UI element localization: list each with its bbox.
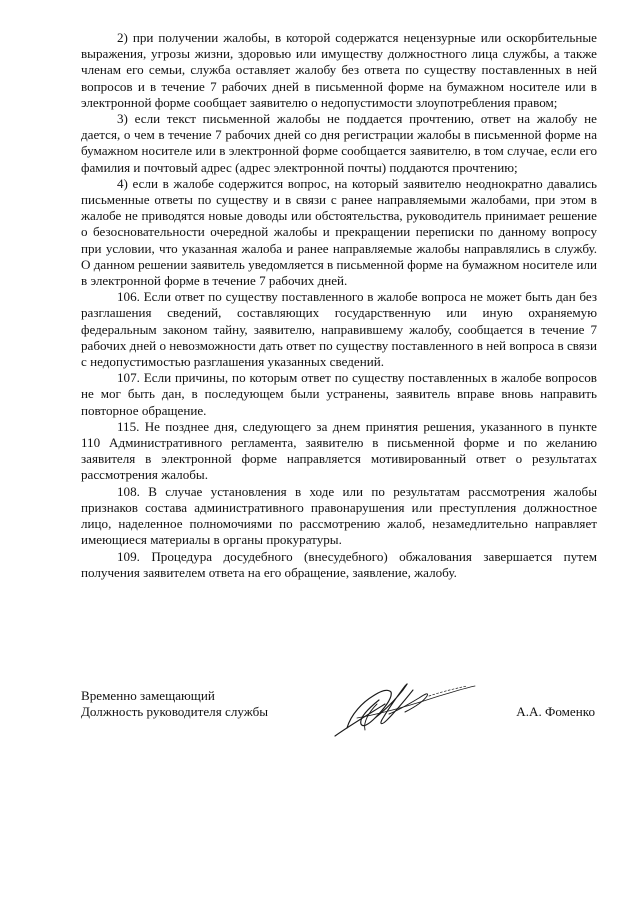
paragraph-107: 107. Если причины, по которым ответ по существу поставленных в жалобе вопросов не мог быть дан, в последующем были устранены, заявитель вправе вновь направить повторное обращение. [81, 370, 597, 418]
paragraph-115: 115. Не позднее дня, следующего за днем принятия решения, указанного в пункте 110 Административного регламента, заявителю в письменной форме и по желанию заявителя в электронной форме направляется мотивированный ответ о результатах рассмотрения жалобы. [81, 418, 597, 483]
signatory-position-line1: Временно замещающий [81, 688, 215, 703]
signature-block [81, 688, 597, 758]
paragraph-item-3: 3) если текст письменной жалобы не поддается прочтению, ответ на жалобу не дается, о чем в течение 7 рабочих дней со дня регистрации жалобы в письменной форме на бумажном носителе или в электронной форме сообщается заявителю, в том случае, если его фамилия и почтовый адрес (адрес электронной почты) поддаются прочтению; [81, 111, 597, 175]
signatory-position [81, 688, 268, 721]
paragraph-item-4: 4) если в жалобе содержится вопрос, на который заявителю неоднократно давались письменные ответы по существу и в связи с ранее направляемыми жалобами, при этом в жалобе не приводятся новые доводы или обстоятельства, руководитель принимает решение о безосновательности очередной жалобы и прекращении переписки по данному вопросу при условии, что указанная жалоба и ранее направляемые жалобы направлялись в службу. О данном решении заявитель уведомляется в письменной форме на бумажном носителе или в электронной форме в течение 7 рабочих дней. [81, 175, 597, 289]
document-body [81, 30, 597, 581]
paragraph-109: 109. Процедура досудебного (внесудебного) обжалования завершается путем получения заявителем ответа на его обращение, заявление, жалобу. [81, 548, 597, 580]
paragraph-106: 106. Если ответ по существу поставленного в жалобе вопроса не может быть дан без разглашения сведений, составляющих государственную или иную охраняемую федеральным законом тайну, заявителю, направившему жалобу, сообщается в течение 7 рабочих дней о невозможности дать ответ по существу поставленного в ней вопроса в связи с недопустимостью разглашения указанных сведений. [81, 289, 597, 370]
paragraph-item-2: 2) при получении жалобы, в которой содержатся нецензурные или оскорбительные выражения, угрозы жизни, здоровью или имуществу должностного лица службы, а также членам его семьи, служба оставляет жалобу без ответа по существу поставленных в ней вопросов и в течение 7 рабочих дней в письменной форме на бумажном носителе или в электронной форме сообщает заявителю о недопустимости злоупотребления правом; [81, 30, 597, 110]
handwritten-signature [329, 674, 479, 742]
signatory-position-line2: Должность руководителя службы [81, 704, 269, 720]
paragraph-108: 108. В случае установления в ходе или по результатам рассмотрения жалобы признаков состава административного правонарушения или преступления должностное лицо, наделенное полномочиями по рассмотрению жалоб, незамедлительно направляет имеющиеся материалы в органы прокуратуры. [81, 483, 597, 548]
signatory-name: А.А. Фоменко [516, 704, 595, 720]
